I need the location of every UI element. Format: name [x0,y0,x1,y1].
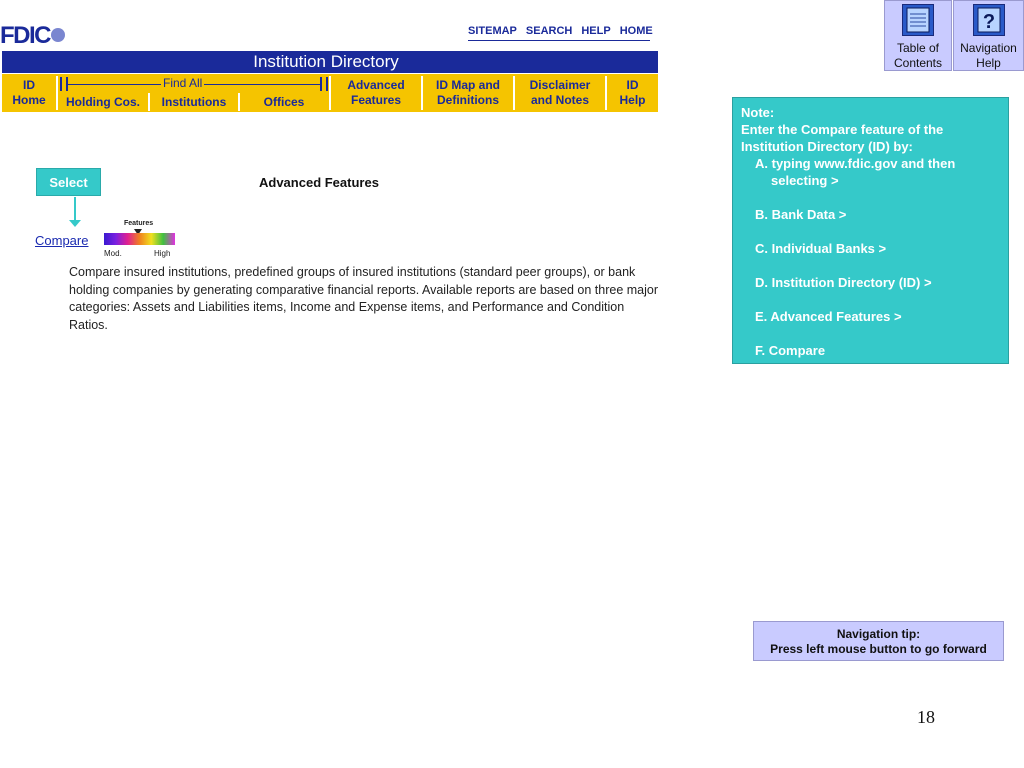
note-step-d: D. Institution Directory (ID) > [755,275,932,290]
select-arrow-line [74,197,76,221]
nav-disclaimer-label: Disclaimer and Notes [529,78,591,107]
nav-id-home[interactable] [2,74,56,112]
page-title: Institution Directory [253,52,399,71]
section-title: Advanced Features [259,175,379,190]
table-of-contents-button[interactable] [884,0,952,71]
help-link[interactable]: HELP [581,25,611,37]
down-arrow-icon [69,220,81,227]
navigation-tip [753,621,1004,661]
notepad-icon [902,4,934,36]
nav-advanced-features[interactable] [331,74,421,112]
nav-bar [2,74,658,112]
nav-id-help-label: ID Help [619,78,646,107]
fdic-logo[interactable] [0,22,65,50]
nav-holding-cos[interactable]: Holding Cos. [58,93,148,111]
navigation-help-button[interactable] [953,0,1024,71]
compare-link[interactable]: Compare [35,233,89,248]
find-all-left-bars [60,77,68,91]
tip-title: Navigation tip: [836,627,921,641]
note-step-b: B. Bank Data > [755,207,847,222]
logo-text: FDIC [0,22,50,49]
nav-id-map[interactable] [423,74,513,112]
select-callout: Select [36,168,101,196]
tip-text: Press left mouse button to go forward [770,642,987,656]
toc-label: Table of Contents [893,41,943,70]
nav-id-help[interactable] [607,74,658,112]
features-legend-label: Features [124,220,154,227]
note-step-a-cont: selecting > [771,173,839,188]
page-number: 18 [917,707,935,727]
home-link[interactable]: HOME [619,25,653,37]
nav-id-home-label: ID Home [12,78,46,107]
note-title: Note: [741,105,775,120]
compare-description: Compare insured institutions, predefined groups of insured institutions (standard peer groups), or bank holding companies by generating comparative financial reports. Available reports are based on three major categories: Assets and Liabilities items, Income and Expense items, and Performance and Condition Ratios. [69,265,659,332]
legend-high-label: High [154,249,171,258]
legend-mod-label: Mod. [104,249,122,258]
find-all-right-bars [320,77,328,91]
note-step-e: E. Advanced Features > [755,309,902,324]
note-intro: Enter the Compare feature of the Institution Directory (ID) by: [741,122,944,154]
search-link[interactable]: SEARCH [525,25,573,37]
nav-id-map-label: ID Map and Definitions [435,78,500,107]
note-step-c: C. Individual Banks > [755,241,887,256]
nav-offices[interactable]: Offices [240,93,328,111]
nav-disclaimer[interactable] [515,74,605,112]
nav-help-label: Navigation Help [960,41,1017,70]
logo-circle-icon [51,28,65,42]
svg-text:?: ? [982,11,995,33]
note-step-a: A. typing www.fdic.gov and then [755,156,956,171]
find-all-group [57,76,329,92]
sitemap-link[interactable]: SITEMAP [468,25,517,37]
note-step-f: F. Compare [755,343,826,358]
top-links [468,25,653,41]
instruction-note [732,97,1009,364]
page-title-bar [2,51,658,73]
help-question-icon [973,4,1005,36]
nav-advanced-features-label: Advanced Features [347,78,405,107]
find-all-label: Find All [163,76,203,90]
nav-institutions[interactable]: Institutions [150,93,238,111]
features-gradient-bar [104,233,175,245]
